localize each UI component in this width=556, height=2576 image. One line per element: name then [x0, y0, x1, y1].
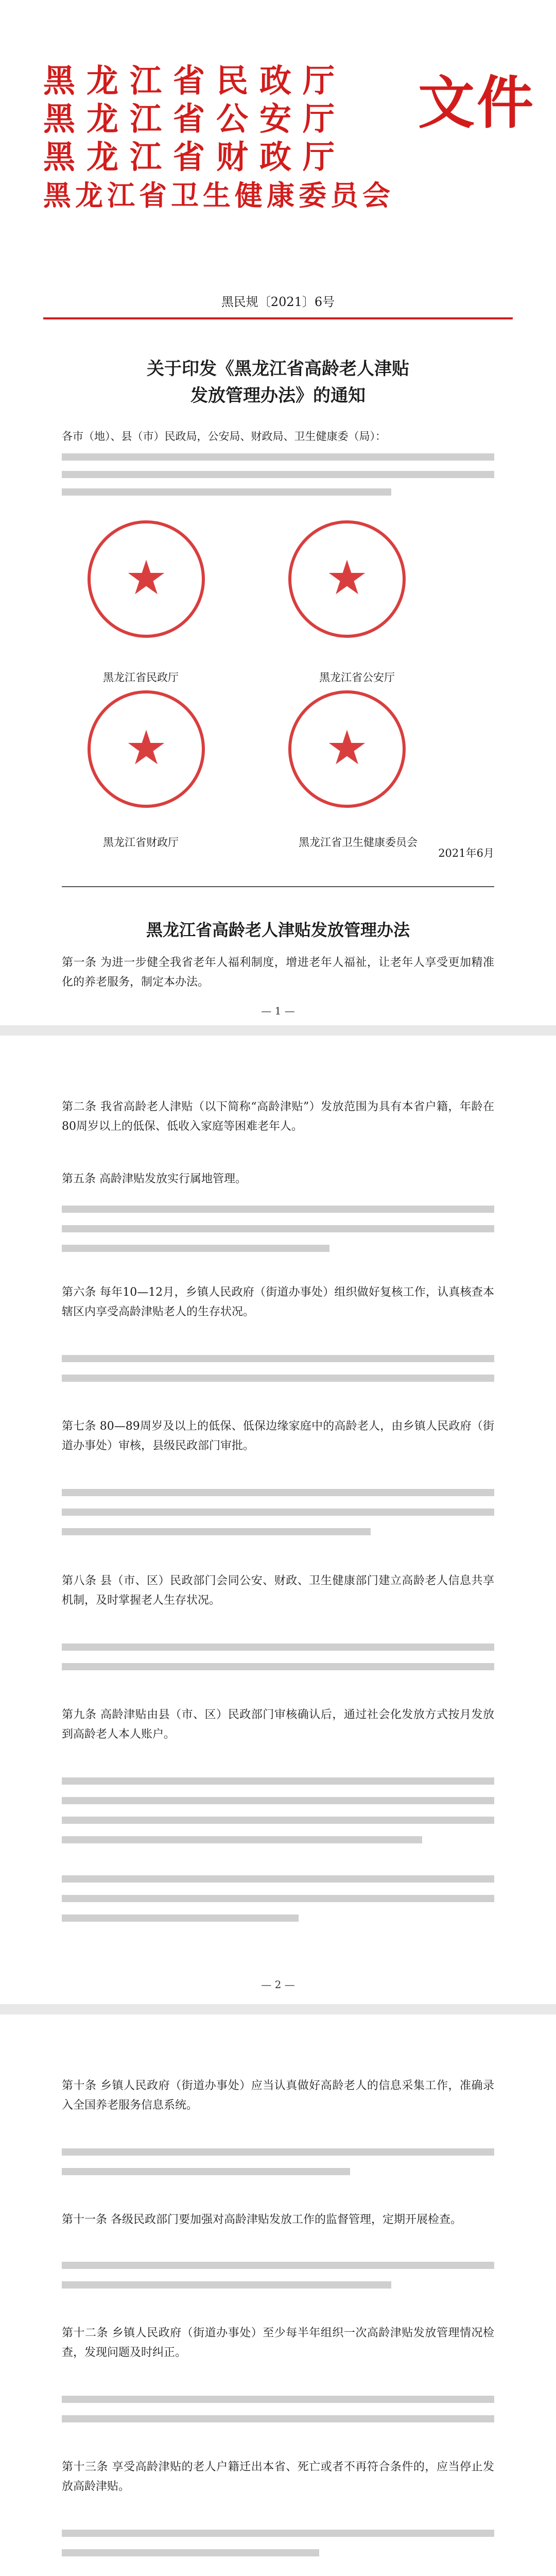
seal-star-icon: ★: [125, 550, 168, 605]
body-text-line: [62, 1663, 494, 1670]
body-text-line: [62, 1375, 494, 1382]
issue-date: 2021年6月: [438, 847, 494, 859]
notice-body: 各市（地）、县（市）民政局，公安局、财政局、卫生健康委（局）：: [62, 430, 386, 443]
article-5: 第五条 高龄津贴发放实行属地管理。: [62, 1173, 247, 1185]
signer-finance: 黑龙江省财政厅: [103, 836, 179, 849]
document-page-2: [0, 1036, 556, 2004]
body-text-line: [62, 1509, 494, 1516]
page-number: — 2 —: [261, 1978, 295, 1991]
document-header-word: 文件: [418, 70, 535, 136]
signer-public-security: 黑龙江省公安厅: [319, 671, 395, 684]
signers: [82, 608, 494, 849]
signer-civil-affairs: 黑龙江省民政厅: [103, 671, 179, 684]
body-text-line: [62, 488, 391, 496]
article-10: 第十条 乡镇人民政府（街道办事处）应当认真做好高龄老人的信息采集工作，准确录入全国养老服务信息系统。: [62, 2079, 494, 2112]
body-text-line: [62, 1225, 494, 1232]
body-text-line: [62, 2148, 494, 2156]
agency-public-security: 黑龙江省公安厅: [43, 100, 346, 138]
article-12: 第十二条 乡镇人民政府（街道办事处）至少每半年组织一次高龄津贴发放管理情况检查，发现问题及时纠正。: [62, 2327, 494, 2359]
notice-title-line-1: 关于印发《黑龙江省高龄老人津贴: [147, 359, 409, 379]
body-text-line: [62, 1817, 494, 1824]
body-text-line: [62, 2262, 494, 2269]
measure-title: 黑龙江省高龄老人津贴发放管理办法: [146, 920, 410, 940]
agency-health: 黑龙江省卫生健康委员会: [43, 179, 394, 212]
article-13: 第十三条 享受高龄津贴的老人户籍迁出本省、死亡或者不再符合条件的，应当停止发放高龄津贴。: [62, 2461, 494, 2493]
section-divider: [62, 886, 494, 887]
article-6: 第六条 每年10—12月，乡镇人民政府（街道办事处）组织做好复核工作，认真核查本辖区内享受高龄津贴老人的生存状况。: [62, 1286, 494, 1318]
article-11: 第十一条 各级民政部门要加强对高龄津贴发放工作的监督管理，定期开展检查。: [62, 2213, 462, 2226]
article-9: 第九条 高龄津贴由县（市、区）民政部门审核确认后，通过社会化发放方式按月发放到高龄老人本人账户。: [62, 1708, 494, 1741]
notice-title: [77, 355, 479, 409]
article-8: 第八条 县（市、区）民政部门会同公安、财政、卫生健康部门建立高龄老人信息共享机制，及时掌握老人生存状况。: [62, 1574, 494, 1607]
page-number: — 1 —: [261, 1005, 295, 1017]
body-text-line: [62, 2168, 350, 2175]
document-page-3: [0, 2014, 556, 2576]
body-text-line: [62, 453, 494, 461]
body-text-line: [62, 2396, 494, 2403]
agency-finance: 黑龙江省财政厅: [43, 138, 346, 176]
article-1: 第一条 为进一步健全我省老年人福利制度，增进老年人福祉，让老年人享受更加精准化的养老服务，制定本办法。: [62, 956, 494, 989]
body-text-line: [62, 1777, 494, 1785]
body-text-line: [62, 1643, 494, 1651]
body-text-line: [62, 1914, 299, 1922]
body-text-line: [62, 471, 494, 478]
red-divider: [43, 317, 513, 319]
body-text-line: [62, 2415, 494, 2422]
body-text-line: [62, 1528, 371, 1535]
document-number: 黑民规〔2021〕6号: [221, 295, 335, 309]
body-text-line: [62, 1489, 494, 1496]
agency-civil-affairs: 黑龙江省民政厅: [43, 62, 346, 99]
notice-title-line-2: 发放管理办法》的通知: [190, 385, 366, 406]
signer-health: 黑龙江省卫生健康委员会: [299, 836, 418, 849]
body-text-line: [62, 2549, 319, 2556]
body-text-line: [62, 2281, 391, 2289]
body-text-line: [62, 1245, 329, 1252]
body-text-line: [62, 1895, 494, 1902]
seal-star-icon: ★: [325, 720, 369, 775]
seal-star-icon: ★: [125, 720, 168, 775]
document-page-1: [0, 0, 556, 1025]
seal-star-icon: ★: [325, 550, 369, 605]
body-text-line: [62, 1206, 494, 1213]
article-2: 第二条 我省高龄老人津贴（以下简称“高龄津贴”）发放范围为具有本省户籍，年龄在80周岁以上的低保、低收入家庭等困难老年人。: [62, 1100, 494, 1133]
article-7: 第七条 80—89周岁及以上的低保、低保边缘家庭中的高龄老人，由乡镇人民政府（街道办事处）审核，县级民政部门审批。: [62, 1420, 494, 1452]
body-text-line: [62, 1797, 494, 1804]
body-text-line: [62, 1355, 494, 1362]
body-text-line: [62, 1875, 494, 1883]
body-text-line: [62, 2530, 494, 2537]
body-text-line: [62, 1836, 422, 1843]
